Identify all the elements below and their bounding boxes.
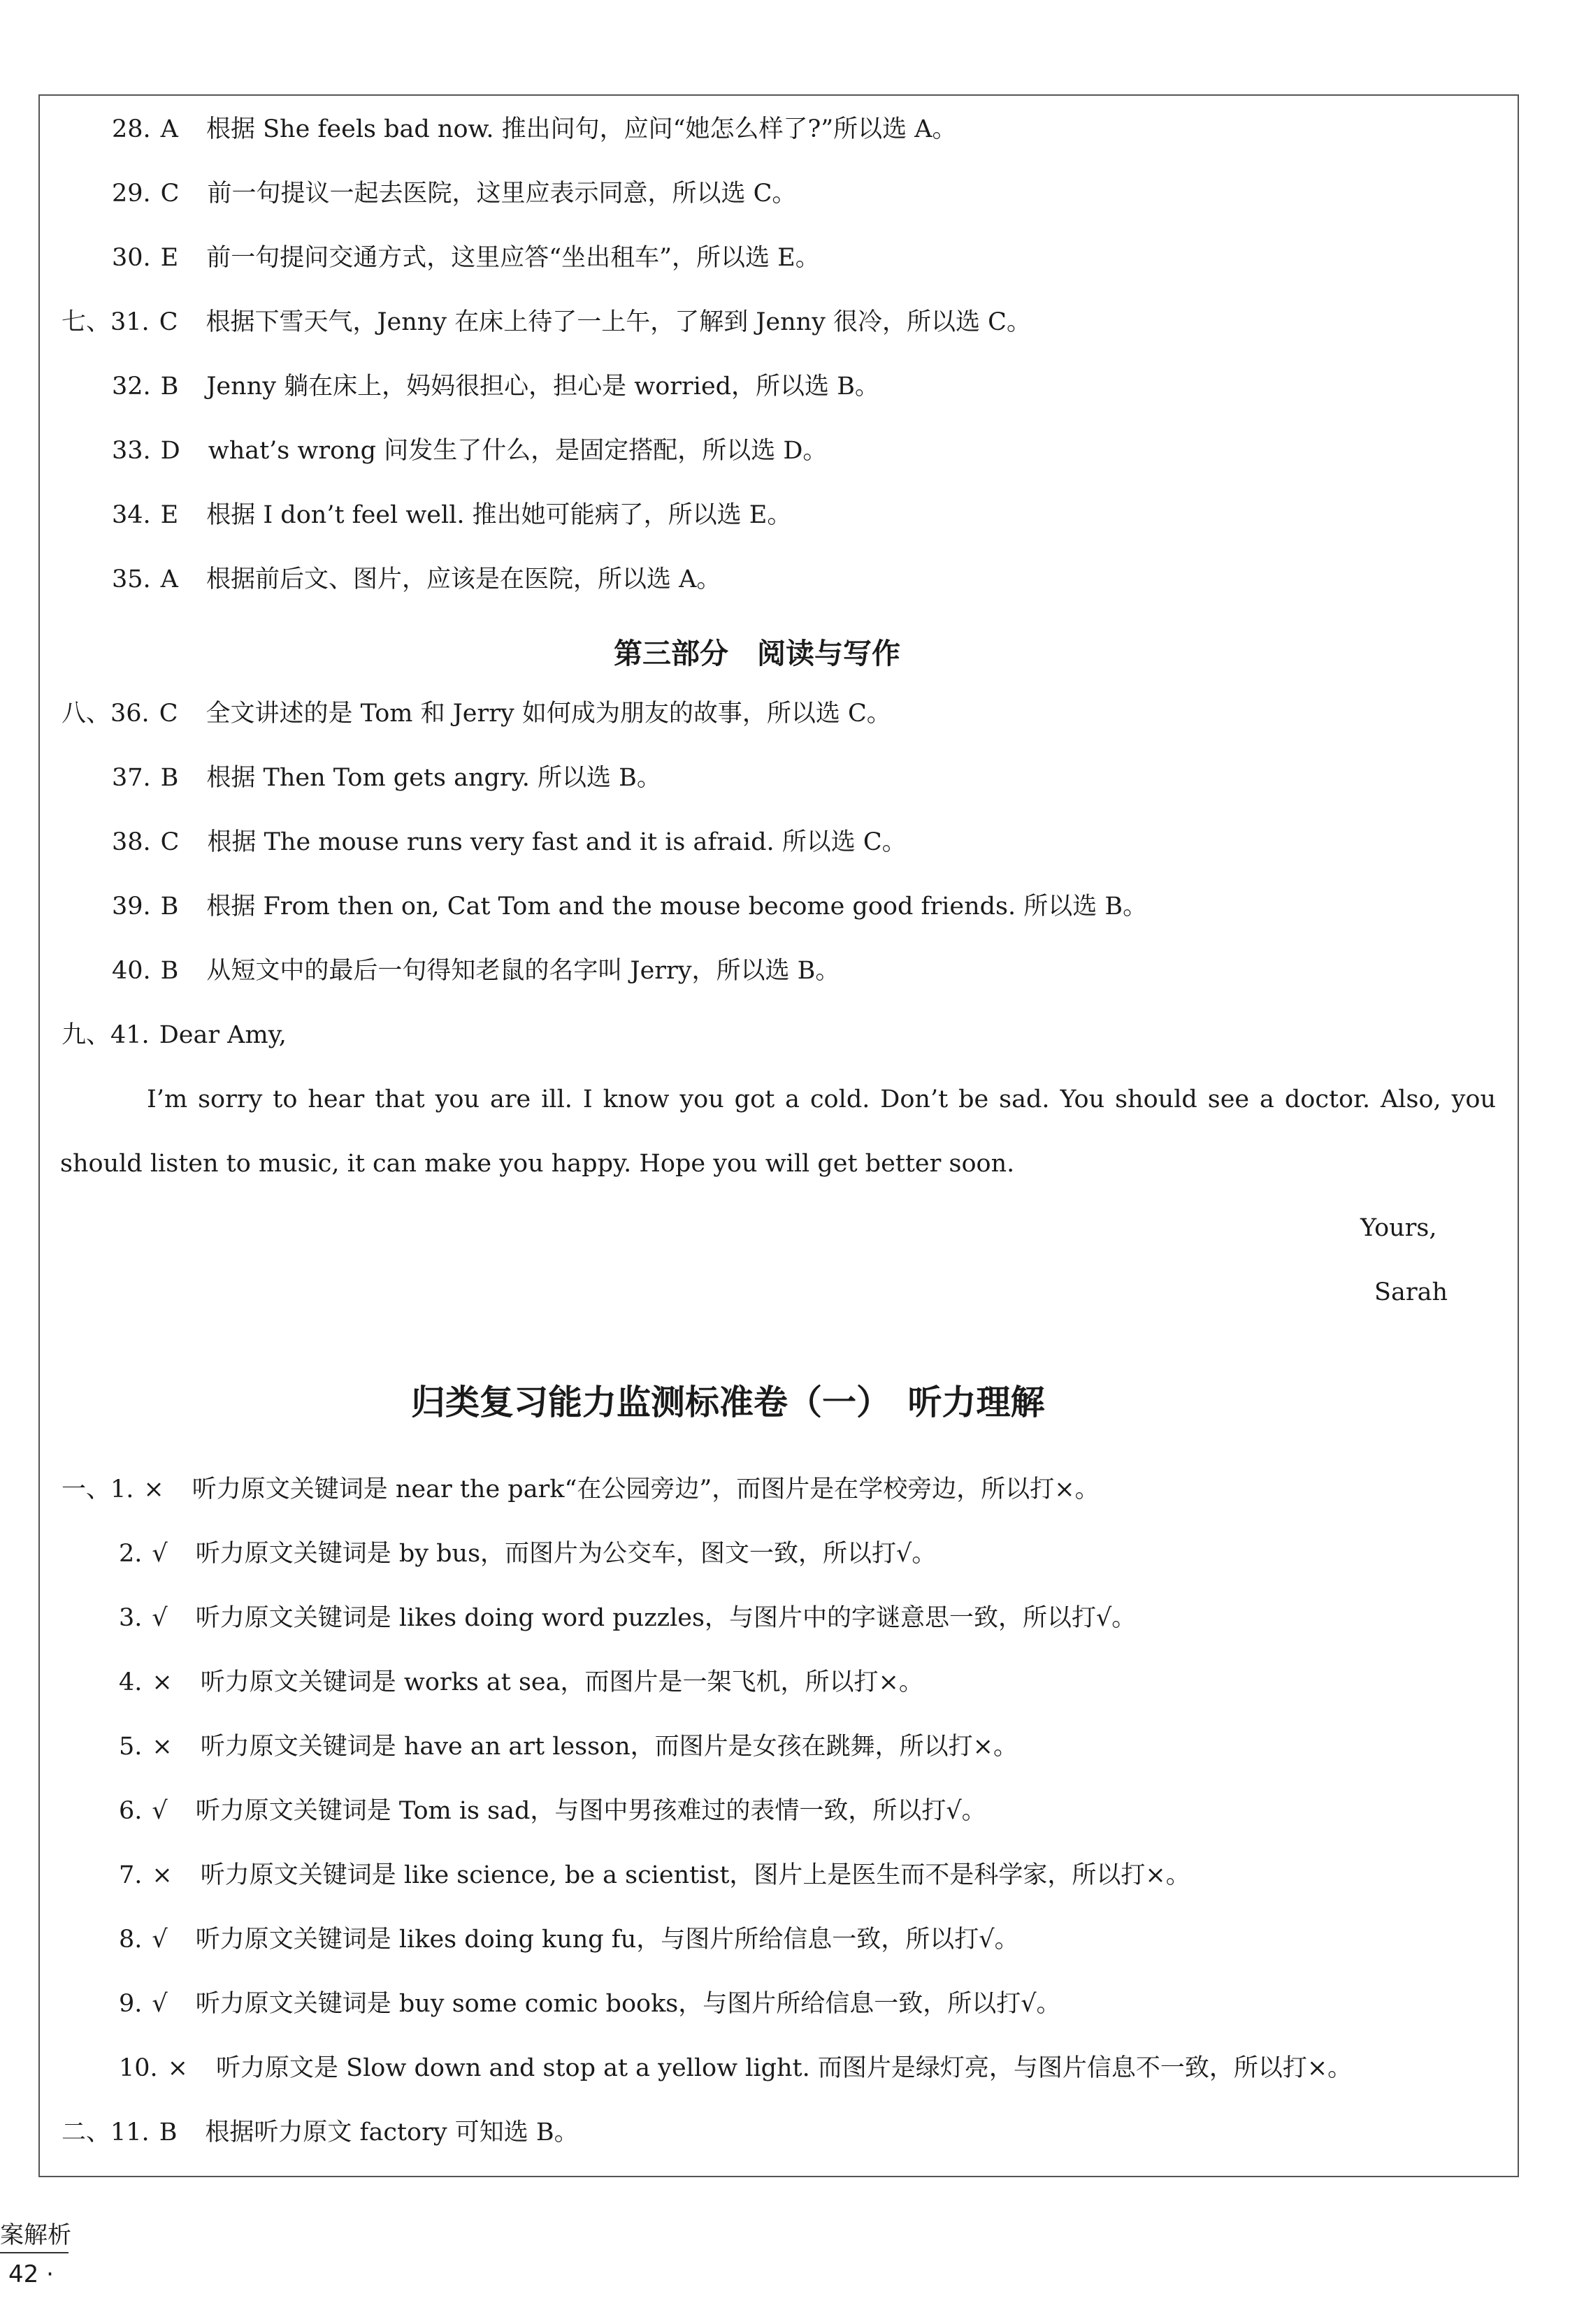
footer-label: 案解析 <box>0 2221 71 2249</box>
answer-row: 4. × 听力原文关键词是 works at sea，而图片是一架飞机，所以打×。 <box>119 1668 923 1696</box>
footer-divider <box>0 2252 69 2253</box>
answer-row: 38. C 根据 The mouse runs very fast and it is afraid. 所以选 C。 <box>112 828 907 856</box>
answer-row: 29. C 前一句提议一起去医院，这里应表示同意，所以选 C。 <box>112 180 797 208</box>
answer-row: 八、36. C 全文讲述的是 Tom 和 Jerry 如何成为朋友的故事，所以选 C。 <box>62 700 891 728</box>
answer-row: 二、11. B 根据听力原文 factory 可知选 B。 <box>62 2119 579 2146</box>
answer-row: 3. √ 听力原文关键词是 likes doing word puzzles，与图片中的字谜意思一致，所以打√。 <box>119 1604 1137 1632</box>
letter-signature: Sarah <box>1374 1278 1448 1306</box>
answer-row: 32. B Jenny 躺在床上，妈妈很担心，担心是 worried，所以选 B。 <box>112 373 879 400</box>
answer-row: 8. √ 听力原文关键词是 likes doing kung fu，与图片所给信息一致，所以打√。 <box>119 1926 1019 1954</box>
answer-row: 七、31. C 根据下雪天气，Jenny 在床上待了一上午，了解到 Jenny 很冷，所以选 C。 <box>62 308 1031 336</box>
answer-row: 7. × 听力原文关键词是 like science, be a scientist，图片上是医生而不是科学家，所以打×。 <box>119 1861 1190 1889</box>
answer-row: 9. √ 听力原文关键词是 buy some comic books，与图片所给信息一致，所以打√。 <box>119 1990 1061 2018</box>
answer-row: 6. √ 听力原文关键词是 Tom is sad，与图中男孩难过的表情一致，所以打√。 <box>119 1797 986 1825</box>
section-heading: 第三部分 阅读与写作 <box>614 637 900 670</box>
letter-body-line: should listen to music, it can make you happy. Hope you will get better soon. <box>60 1150 1015 1178</box>
letter-body-line: I’m sorry to hear that you are ill. I know you got a cold. Don’t be sad. You should see a doctor. Also, you <box>147 1085 1496 1113</box>
page-number: 42 · <box>8 2260 54 2288</box>
answer-row: 10. × 听力原文是 Slow down and stop at a yellow light. 而图片是绿灯亮，与图片信息不一致，所以打×。 <box>119 2054 1353 2082</box>
answer-row: 40. B 从短文中的最后一句得知老鼠的名字叫 Jerry，所以选 B。 <box>112 957 840 985</box>
answer-row: 39. B 根据 From then on, Cat Tom and the mouse become good friends. 所以选 B。 <box>112 893 1148 921</box>
answer-row: 35. A 根据前后文、图片，应该是在医院，所以选 A。 <box>112 565 721 593</box>
answer-row: 33. D what’s wrong 问发生了什么，是固定搭配，所以选 D。 <box>112 437 828 465</box>
section-title: 归类复习能力监测标准卷（一） 听力理解 <box>411 1383 1045 1422</box>
answer-row: 30. E 前一句提问交通方式，这里应答“坐出租车”，所以选 E。 <box>112 244 820 272</box>
answer-row: 37. B 根据 Then Tom gets angry. 所以选 B。 <box>112 764 661 792</box>
letter-closing: Yours, <box>1360 1214 1437 1242</box>
answer-row: 5. × 听力原文关键词是 have an art lesson，而图片是女孩在跳舞，所以打×。 <box>119 1733 1018 1761</box>
answer-row: 34. E 根据 I don’t feel well. 推出她可能病了，所以选 E。 <box>112 501 792 529</box>
letter-greeting: 九、41. Dear Amy, <box>62 1021 287 1049</box>
answer-row: 2. √ 听力原文关键词是 by bus，而图片为公交车，图文一致，所以打√。 <box>119 1540 937 1568</box>
answer-row: 一、1. × 听力原文关键词是 near the park“在公园旁边”，而图片是在学校旁边，所以打×。 <box>62 1475 1100 1503</box>
answer-row: 28. A 根据 She feels bad now. 推出问句，应问“她怎么样了?”所以选 A。 <box>112 115 957 143</box>
